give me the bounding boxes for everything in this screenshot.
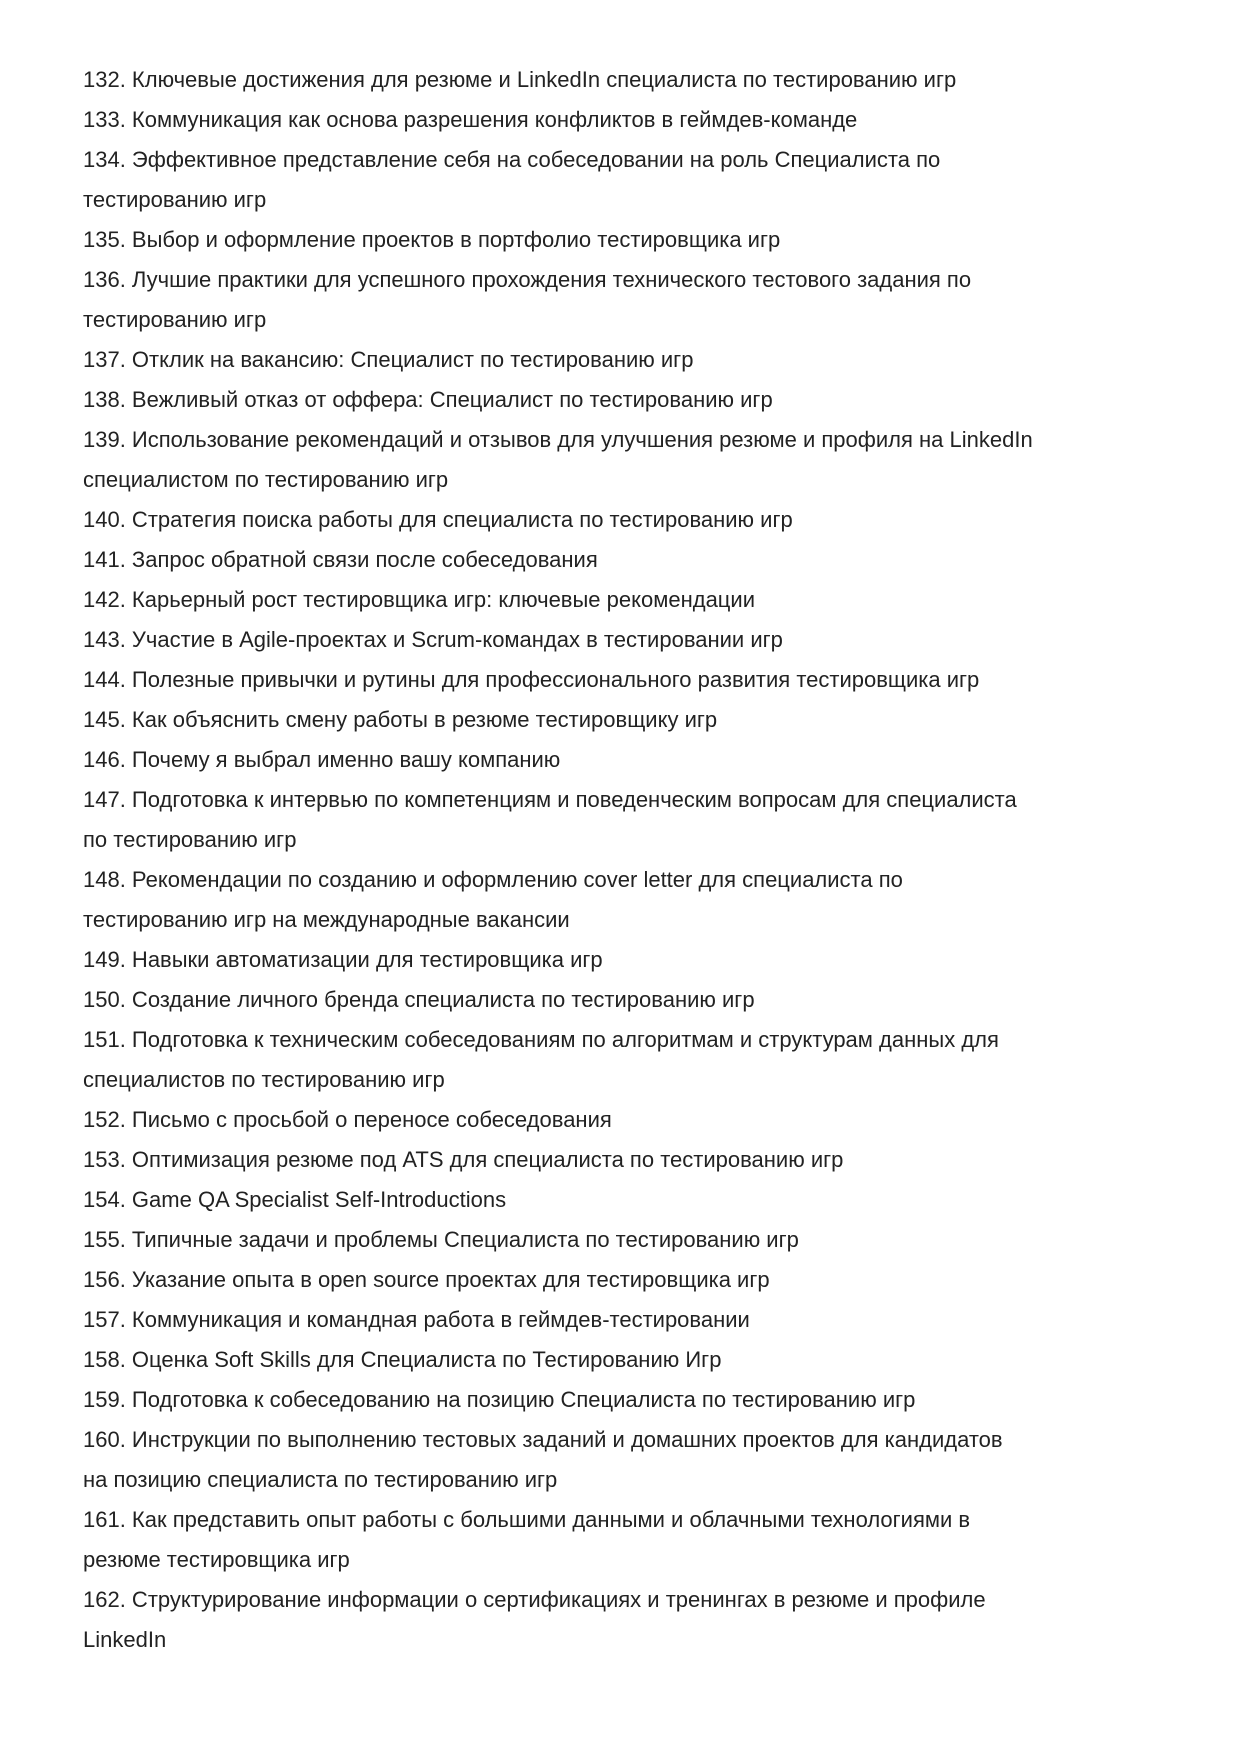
list-item bbox=[83, 1380, 1183, 1420]
list-item-line: 161. Как представить опыт работы с большими данными и облачными технологиями в bbox=[83, 1507, 971, 1532]
list-item bbox=[83, 860, 1183, 940]
list-item-line: 135. Выбор и оформление проектов в портфолио тестировщика игр bbox=[83, 227, 781, 252]
list-item bbox=[83, 1100, 1183, 1140]
list-item-line: 137. Отклик на вакансию: Специалист по тестированию игр bbox=[83, 347, 694, 372]
list-item-line: LinkedIn bbox=[83, 1627, 167, 1652]
list-item-line: 149. Навыки автоматизации для тестировщика игр bbox=[83, 947, 603, 972]
list-item-line: тестированию игр на международные вакансии bbox=[83, 907, 570, 932]
list-item bbox=[83, 540, 1183, 580]
list-item-line: 134. Эффективное представление себя на собеседовании на роль Специалиста по bbox=[83, 147, 941, 172]
list-item bbox=[83, 1180, 1183, 1220]
list-item bbox=[83, 1580, 1183, 1660]
list-item bbox=[83, 620, 1183, 660]
list-item bbox=[83, 1340, 1183, 1380]
list-item bbox=[83, 340, 1183, 380]
list-item-line: 136. Лучшие практики для успешного прохождения технического тестового задания по bbox=[83, 267, 972, 292]
list-item-line: 154. Game QA Specialist Self-Introductions bbox=[83, 1187, 507, 1212]
list-item bbox=[83, 140, 1183, 220]
list-item bbox=[83, 100, 1183, 140]
list-item-line: 140. Стратегия поиска работы для специалиста по тестированию игр bbox=[83, 507, 793, 532]
list-item-line: 152. Письмо с просьбой о переносе собеседования bbox=[83, 1107, 612, 1132]
list-item-line: 148. Рекомендации по созданию и оформлению cover letter для специалиста по bbox=[83, 867, 903, 892]
list-item-line: 141. Запрос обратной связи после собеседования bbox=[83, 547, 598, 572]
list-item-line: 139. Использование рекомендаций и отзывов для улучшения резюме и профиля на LinkedIn bbox=[83, 427, 1033, 452]
list-item-line: по тестированию игр bbox=[83, 827, 297, 852]
list-item bbox=[83, 1140, 1183, 1180]
list-item-line: 145. Как объяснить смену работы в резюме тестировщику игр bbox=[83, 707, 718, 732]
list-item-line: 159. Подготовка к собеседованию на позицию Специалиста по тестированию игр bbox=[83, 1387, 916, 1412]
list-item-line: на позицию специалиста по тестированию игр bbox=[83, 1467, 558, 1492]
list-item-line: 151. Подготовка к техническим собеседованиям по алгоритмам и структурам данных для bbox=[83, 1027, 999, 1052]
list-item bbox=[83, 500, 1183, 540]
list-item bbox=[83, 380, 1183, 420]
list-item bbox=[83, 60, 1183, 100]
list-item bbox=[83, 1300, 1183, 1340]
list-item-line: 146. Почему я выбрал именно вашу компанию bbox=[83, 747, 561, 772]
list-item bbox=[83, 1420, 1183, 1500]
list-item-line: 138. Вежливый отказ от оффера: Специалист по тестированию игр bbox=[83, 387, 773, 412]
list-item bbox=[83, 660, 1183, 700]
list-item bbox=[83, 1260, 1183, 1300]
list-item bbox=[83, 580, 1183, 620]
list-item-line: 142. Карьерный рост тестировщика игр: ключевые рекомендации bbox=[83, 587, 755, 612]
list-item-line: 150. Создание личного бренда специалиста по тестированию игр bbox=[83, 987, 755, 1012]
list-item bbox=[83, 940, 1183, 980]
list-item-line: 147. Подготовка к интервью по компетенциям и поведенческим вопросам для специалиста bbox=[83, 787, 1017, 812]
list-item bbox=[83, 1500, 1183, 1580]
list-item-line: 156. Указание опыта в open source проектах для тестировщика игр bbox=[83, 1267, 770, 1292]
list-item bbox=[83, 260, 1183, 340]
list-item-line: 155. Типичные задачи и проблемы Специалиста по тестированию игр bbox=[83, 1227, 799, 1252]
list-item-line: 133. Коммуникация как основа разрешения конфликтов в геймдев-команде bbox=[83, 107, 858, 132]
list-item-line: 153. Оптимизация резюме под ATS для специалиста по тестированию игр bbox=[83, 1147, 844, 1172]
list-item bbox=[83, 420, 1183, 500]
list-item-line: тестированию игр bbox=[83, 187, 267, 212]
list-item bbox=[83, 740, 1183, 780]
list-item-line: тестированию игр bbox=[83, 307, 267, 332]
list-item bbox=[83, 1220, 1183, 1260]
list-item-line: 143. Участие в Agile-проектах и Scrum-командах в тестировании игр bbox=[83, 627, 783, 652]
list-item-line: резюме тестировщика игр bbox=[83, 1547, 350, 1572]
list-item bbox=[83, 1020, 1183, 1100]
list-item-line: 157. Коммуникация и командная работа в геймдев-тестировании bbox=[83, 1307, 750, 1332]
list-item-line: 144. Полезные привычки и рутины для профессионального развития тестировщика игр bbox=[83, 667, 980, 692]
list-item bbox=[83, 220, 1183, 260]
list-item-line: специалистом по тестированию игр bbox=[83, 467, 449, 492]
list-item bbox=[83, 780, 1183, 860]
list-item bbox=[83, 700, 1183, 740]
list-item-line: специалистов по тестированию игр bbox=[83, 1067, 445, 1092]
list-item-line: 160. Инструкции по выполнению тестовых заданий и домашних проектов для кандидатов bbox=[83, 1427, 1003, 1452]
document-list bbox=[83, 60, 1183, 1660]
list-item-line: 132. Ключевые достижения для резюме и LinkedIn специалиста по тестированию игр bbox=[83, 67, 957, 92]
list-item-line: 158. Оценка Soft Skills для Специалиста по Тестированию Игр bbox=[83, 1347, 722, 1372]
list-item bbox=[83, 980, 1183, 1020]
list-item-line: 162. Структурирование информации о сертификациях и тренингах в резюме и профиле bbox=[83, 1587, 986, 1612]
